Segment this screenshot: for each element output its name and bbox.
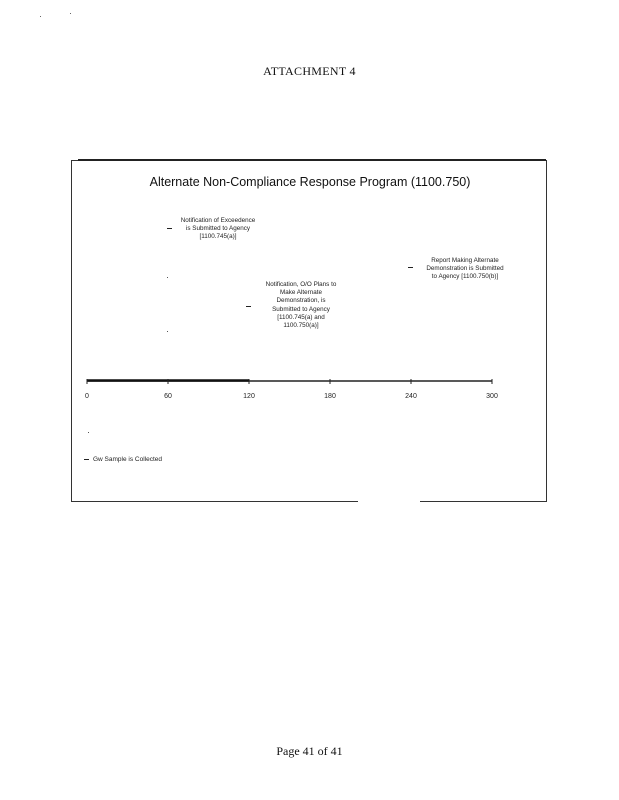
frame-border-gap bbox=[358, 499, 420, 503]
scan-speck bbox=[70, 13, 71, 14]
attachment-title: ATTACHMENT 4 bbox=[263, 64, 356, 78]
axis-tick-label: 0 bbox=[85, 393, 89, 400]
event-label-120 bbox=[252, 281, 350, 330]
event-label-line: Make Alternate bbox=[279, 289, 322, 297]
scan-speck bbox=[40, 16, 41, 17]
event-label-line: Notification, O/O Plans to bbox=[265, 281, 337, 288]
page-number: Page 41 of 41 bbox=[276, 744, 343, 758]
scan-speck bbox=[167, 331, 168, 332]
frame-top-edge bbox=[78, 159, 546, 161]
event-marker-0 bbox=[84, 459, 89, 460]
chart-frame bbox=[71, 160, 547, 502]
event-label-60 bbox=[168, 217, 268, 242]
event-label-line: Demonstration, is bbox=[276, 297, 326, 305]
axis-tick-label: 180 bbox=[324, 393, 336, 400]
event-label-line: Submitted to Agency bbox=[272, 305, 330, 313]
chart-title: Alternate Non-Compliance Response Program (1100.750) bbox=[149, 175, 471, 189]
scan-speck bbox=[88, 432, 89, 433]
timeline-axis bbox=[72, 373, 548, 413]
event-label-0: Gw Sample is Collected bbox=[93, 456, 162, 463]
event-label-line: [1100.745(a)] bbox=[199, 233, 237, 241]
event-label-line: is Submitted to Agency bbox=[185, 225, 251, 233]
axis-tick-label: 60 bbox=[164, 393, 172, 400]
event-label-line: to Agency [1100.750(b)] bbox=[431, 273, 499, 281]
event-label-line: Notification of Exceedence bbox=[180, 217, 256, 224]
axis-tick-label: 120 bbox=[243, 393, 255, 400]
event-label-line: Report Making Alternate bbox=[431, 257, 499, 264]
event-label-line: [1100.745(a) and bbox=[277, 313, 325, 321]
event-label-line: Demonstration is Submitted bbox=[426, 265, 504, 273]
axis-tick-label: 300 bbox=[486, 393, 498, 400]
event-label-line: 1100.750(a)] bbox=[283, 322, 319, 330]
scan-speck bbox=[167, 277, 168, 278]
event-label-240 bbox=[410, 257, 520, 282]
axis-tick-label: 240 bbox=[405, 393, 417, 400]
event-marker-120 bbox=[246, 306, 251, 307]
